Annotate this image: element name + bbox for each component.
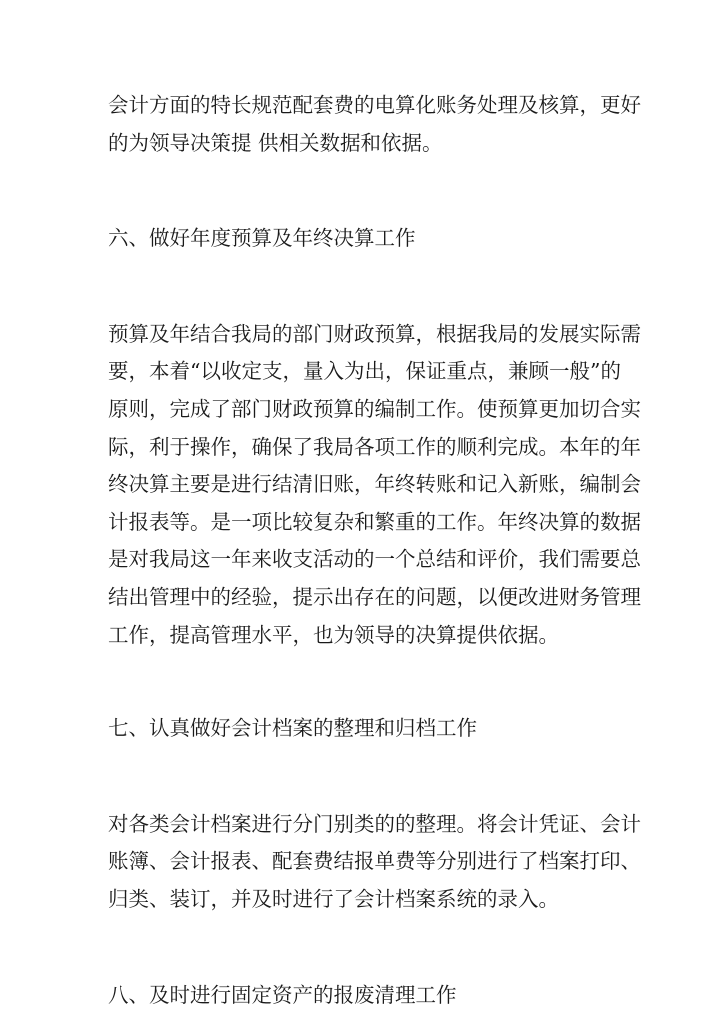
text-line: 会计方面的特长规范配套费的电算化账务处理及核算，更好 [108,93,641,117]
section-6-paragraph [108,316,641,654]
section-7-heading: 七、认真做好会计档案的整理和归档工作 [108,716,477,741]
document-page [108,87,641,1014]
text-line: 结出管理中的经验，提示出存在的问题，以便改进财务管理 [108,584,641,609]
text-line: 际，利于操作，确保了我局各项工作的顺利完成。本年的年 [108,434,641,459]
intro-paragraph [108,87,641,162]
text-line: 工作，提高管理水平，也为领导的决算提供依据。 [108,622,559,647]
text-line: 的为领导决策提 供相关数据和依据。 [108,130,443,155]
section-8-heading: 八、及时进行固定资产的报废清理工作 [108,982,457,1007]
section-6-heading: 六、做好年度预算及年终决算工作 [108,226,416,251]
section-7-paragraph [108,806,641,919]
text-line: 终决算主要是进行结清旧账，年终转账和记入新账，编制会 [108,472,641,497]
text-line: 预算及年结合我局的部门财政预算，根据我局的发展实际需 [108,321,641,346]
text-line: 要，本着“以收定支，量入为出，保证重点，兼顾一般”的 [108,359,621,384]
text-line: 计报表等。是一项比较复杂和繁重的工作。年终决算的数据 [108,509,641,534]
text-line: 原则，完成了部门财政预算的编制工作。使预算更加切合实 [108,396,641,421]
text-line: 对各类会计档案进行分门别类的的整理。将会计凭证、会计 [108,811,641,836]
text-line: 是对我局这一年来收支活动的一个总结和评价，我们需要总 [108,547,641,572]
text-line: 账簿、会计报表、配套费结报单费等分别进行了档案打印、 [108,849,641,874]
text-line: 归类、装订，并及时进行了会计档案系统的录入。 [108,886,559,911]
